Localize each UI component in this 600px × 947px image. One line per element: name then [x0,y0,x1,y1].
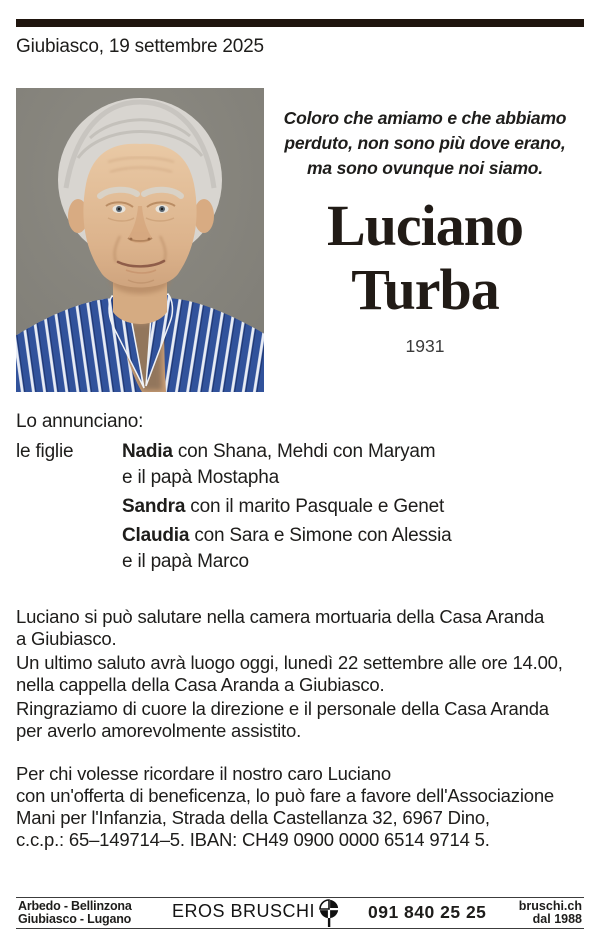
cross-in-circle-icon [318,899,342,933]
family-row [122,494,584,520]
family-member-detail: con Sara e Simone con Alessia [189,525,452,546]
paragraph-line: Luciano si può salutare nella camera mortuaria della Casa Aranda [16,606,545,627]
family-row [122,439,584,491]
relation-label: le figlie [16,441,74,462]
footer-locations-line1: Arbedo - Bellinzona [18,899,132,913]
family-row [122,523,584,575]
deceased-name [264,194,586,322]
body-text [16,604,584,853]
announcement-section [16,409,584,578]
footer-locations-line2: Giubiasco - Lugano [18,912,132,926]
deceased-last-name: Turba [351,257,499,322]
paragraph-line: con un'offerta di beneficenza, lo può fare a favore dell'Associazione [16,785,555,806]
right-nostril [148,238,151,241]
paragraph-line: nella cappella della Casa Aranda a Giubiasco. [16,674,385,695]
announcement-intro: Lo annunciano: [16,411,144,432]
portrait-photo [16,88,264,392]
footer-phone: 091 840 25 25 [368,902,487,922]
deceased-first-name: Luciano [326,193,524,258]
quote-line-1: Coloro che amiamo e che abbiamo [283,108,567,128]
paragraph-line: per averlo amorevolmente assistito. [16,720,302,741]
birth-year: 1931 [405,336,445,356]
footer-since: dal 1988 [532,912,582,926]
footer-locations [18,900,132,926]
paragraph-line: Per chi volesse ricordare il nostro caro Luciano [16,763,391,784]
paragraph-line: c.c.p.: 65–149714–5. IBAN: CH49 0900 0000 6514 9714 5. [16,829,490,850]
right-ear [194,199,214,233]
left-pupil [118,208,120,210]
paragraph-line: Un ultimo saluto avrà luogo oggi, lunedì 22 settembre alle ore 14.00, [16,652,563,673]
top-divider-bar [16,19,584,27]
paragraph-line: Mani per l'Infanzia, Strada della Castellanza 32, 6967 Dino, [16,807,490,828]
memorial-quote [264,106,586,181]
footer-website-block [519,900,582,926]
family-member-name: Nadia [122,441,173,462]
quote-line-3: ma sono ovunque noi siamo. [307,158,543,178]
quote-line-2: perduto, non sono più dove erano, [284,133,566,153]
right-pupil [161,208,163,210]
left-nostril [130,238,133,241]
family-member-name: Sandra [122,496,186,517]
family-member-detail: con Shana, Mehdi con Maryam [172,441,436,462]
paragraph-line: Ringraziamo di cuore la direzione e il personale della Casa Aranda [16,698,549,719]
paragraph-line: a Giubiasco. [16,628,117,649]
date-line: Giubiasco, 19 settembre 2025 [16,36,264,57]
family-list [122,439,584,578]
family-member-detail: con il marito Pasquale e Genet [185,496,445,517]
footer-website: bruschi.ch [518,899,582,913]
portrait-illustration [16,88,264,392]
funeral-home-footer [16,897,584,929]
family-grid [16,439,584,578]
family-member-name: Claudia [122,525,190,546]
funeral-home-brand: EROS BRUSCHI [172,901,316,921]
family-member-line2: e il papà Mostapha [122,467,279,488]
family-member-line2: e il papà Marco [122,551,249,572]
